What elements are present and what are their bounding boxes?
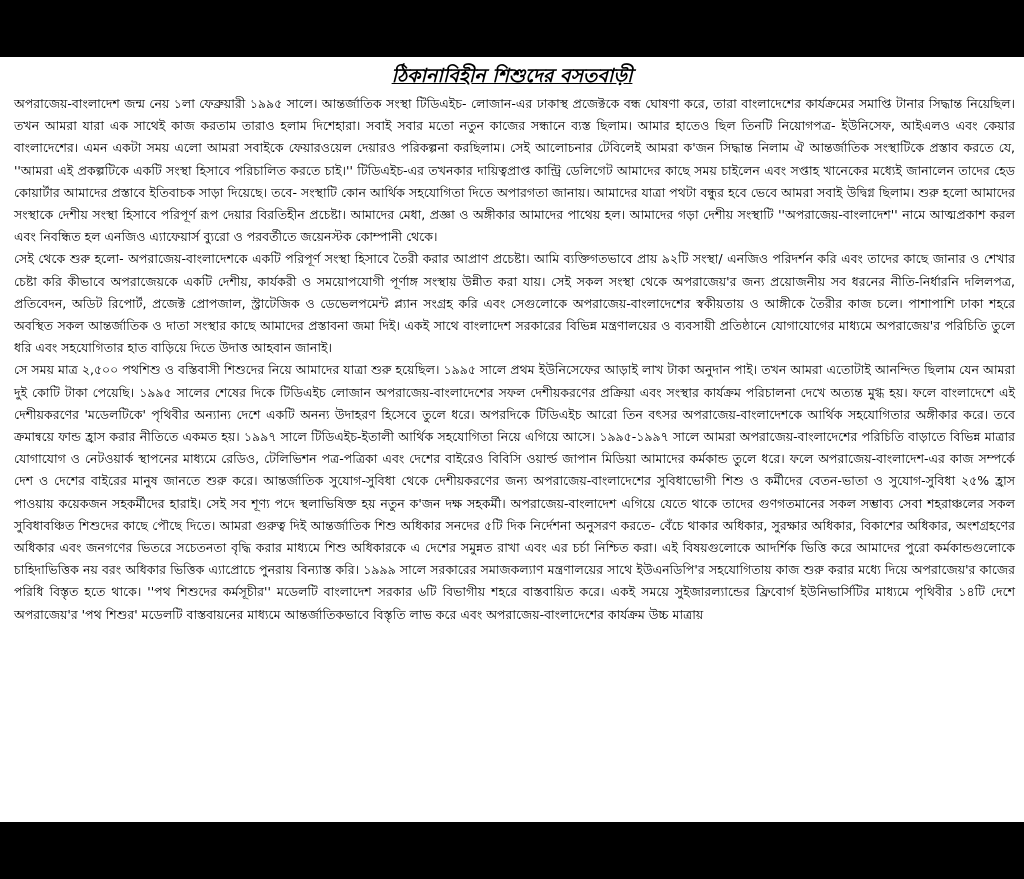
paragraph-1: অপরাজেয়-বাংলাদেশ জন্ম নেয় ১লা ফেব্রুয়ারী ১৯৯৫ সালে। আন্তর্জাতিক সংস্থা টিডিএইচ- লোজান-এর ঢাকাস্থ প্রজেক্টকে বন্ধ ঘোষণা করে, তারা বাংলাদেশের কার্যক্রমের সমাপ্তি টানার সিদ্ধান্ত নিয়েছিল। তখন আমরা যারা এক সাথেই কাজ করতাম তারাও হলাম দিশেহারা। সবাই সবার মতো নতুন কাজের সন্ধানে ব্যস্ত ছিলাম। আমার হাতেও ছিল তিনটি নিয়োগপত্র- ইউনিসেফ, আইএলও এবং কেয়ার বাংলাদেশের। এমন একটা সময় এলো আমরা সবাইকে ফেয়ারওয়েল দেয়ারও পরিকল্পনা করছিলাম। সেই আলোচনার টেবিলেই আমরা ক'জন সিদ্ধান্ত নিলাম ঐ আন্তর্জাতিক সংস্থাটিকে প্রস্তাব করতে যে, ''আমরা এই প্রকল্পটিকে একটি সংস্থা হিসাবে পরিচালিত করতে চাই।'' টিডিএইচ-এর তখনকার দায়িত্বপ্রাপ্ত কান্ট্রি ডেলিগেট আমাদের কাছে সময় চাইলেন এবং সপ্তাহ খানেকের মধ্যেই জানালেন তাদের হেড কোয়ার্টার আমাদের প্রস্তাবে ইতিবাচক সাড়া দিয়েছে। তবে- সংস্থাটি কোন আর্থিক সহযোগিতা দিতে অপারগতা জানায়। আমাদের যাত্রা পথটা বন্ধুর হবে ভেবে আমরা সবাই উদ্বিগ্ন ছিলাম। শুরু হলো আমাদের সংস্থাকে দেশীয় সংস্থা হিসাবে পরিপূর্ণ রূপ দেয়ার বিরতিহীন প্রচেষ্টা। আমাদের মেধা, প্রজ্ঞা ও অঙ্গীকার আমাদের পাথেয় হল। আমাদের গড়া দেশীয় সংস্থাটি ''অপরাজেয়-বাংলাদেশ'' নামে আত্মপ্রকাশ করল এবং নিবন্ধিত হল এনজিও এ্যাফেয়ার্স ব্যুরো ও পরবর্তীতে জয়েনস্টক কোম্পানী থেকে। [14,96,1015,245]
document-body [0,93,1024,626]
document-page [0,57,1024,822]
paragraph-2: সেই থেকে শুরু হলো- অপরাজেয়-বাংলাদেশকে একটি পরিপূর্ণ সংস্থা হিসাবে তৈরী করার আপ্রাণ প্রচেষ্টা। আমি ব্যক্তিগতভাবে প্রায় ৯২টি সংস্থা/ এনজিও পরিদর্শন করি এবং তাদের কাছে জানার ও শেখার চেষ্টা করি কীভাবে অপরাজেয়কে একটি দেশীয়, কার্যকরী ও সময়োপযোগী পূর্ণাঙ্গ সংস্থায় উন্নীত করা যায়। সেই সকল সংস্থা থেকে অপরাজেয়'র জন্য প্রয়োজনীয় সব ধরনের নীতি-নির্ধারনি দলিলপত্র, প্রতিবেদন, অডিট রিপোর্ট, প্রজেক্ট প্রোপজাল, স্ট্রাটেজিক ও ডেভেলপমেন্ট প্ল্যান সংগ্রহ করি এবং সেগুলোকে অপরাজেয়-বাংলাদেশের স্বকীয়তায় ও আঙ্গীকে তৈরীর কাজ চলে। পাশাপাশি ঢাকা শহরে অবস্থিত সকল আন্তর্জাতিক ও দাতা সংস্থার কাছে আমাদের প্রস্তাবনা জমা দিই। একই সাথে বাংলাদেশ সরকারের বিভিন্ন মন্ত্রণালয়ের ও ব্যবসায়ী প্রতিষ্ঠানে যোগাযোগের মাধ্যমে অপরাজেয়'র পরিচিতি তুলে ধরি এবং সহযোগিতার হাত বাড়িয়ে দিতে উদাত্ত আহবান জানাই। [14,251,1015,356]
paragraph-3: সে সময় মাত্র ২,৫০০ পথশিশু ও বস্তিবাসী শিশুদের নিয়ে আমাদের যাত্রা শুরু হয়েছিল। ১৯৯৫ সালে প্রথম ইউনিসেফের আড়াই লাখ টাকা অনুদান পাই। তখন আমরা এতোটাই আনন্দিত ছিলাম যেন আমরা দুই কোটি টাকা পেয়েছি। ১৯৯৫ সালের শেষের দিকে টিডিএইচ লোজান অপরাজেয়-বাংলাদেশের সফল দেশীয়করণের প্রক্রিয়া এবং সংস্থার কার্যক্রম পরিচালনা দেখে অত্যন্ত মুগ্ধ হয়। ফলে বাংলাদেশে এই দেশীয়করণের 'মডেলটিকে' পৃথিবীর অন্যান্য দেশে একটি অনন্য উদাহরণ হিসেবে তুলে ধরে। অপরদিকে টিডিএইচ আরো তিন বৎসর অপরাজেয়-বাংলাদেশকে আর্থিক সহযোগিতার অঙ্গীকার করে। তবে ক্রমান্বয়ে ফান্ড হ্রাস করার নীতিতে একমত হয়। ১৯৯৭ সালে টিডিএইচ-ইতালী আর্থিক সহযোগিতা নিয়ে এগিয়ে আসে। ১৯৯৫-১৯৯৭ সালে আমরা অপরাজেয়-বাংলাদেশের পরিচিতি বাড়াতে বিভিন্ন মাত্রার যোগাযোগ ও নেটওয়ার্ক স্থাপনের মাধ্যমে রেডিও, টেলিভিশন পত্র-পত্রিকা এবং দেশের বাইরেও বিবিসি ওয়ার্ল্ড জাপান মিডিয়া আমাদের কর্মকান্ড তুলে ধরে। ফলে অপরাজেয়-বাংলাদেশ-এর কাজ সম্পর্কে দেশ ও দেশের বাইরের মানুষ জানতে শুরু করে। আন্তর্জাতিক সুযোগ-সুবিধা থেকে দেশীয়করণের জন্য অপরাজেয়-বাংলাদেশের সুবিধাভোগী শিশু ও কর্মীদের বেতন-ভাতা ও সুযোগ-সুবিধা ২৫% হ্রাস পাওয়ায় কয়েকজন সহকর্মীদের হারাই। সেই সব শূণ্য পদে স্থলাভিষিক্ত হয় নতুন ক'জন দক্ষ সহকর্মী। অপরাজেয়-বাংলাদেশ এগিয়ে যেতে থাকে তাদের গুণগতমানের সকল সম্ভাব্য সেবা শহরাঞ্চলের সকল সুবিধাবঞ্চিত শিশুদের কাছে পৌছে দিতে। আমরা গুরুত্ব দিই আন্তর্জাতিক শিশু অধিকার সনদের ৫টি দিক নির্দেশনা অনুসরণ করতে- বেঁচে থাকার অধিকার, সুরক্ষার অধিকার, বিকাশের অধিকার, অংশগ্রহণের অধিকার এবং জনগণের ভিতরে সচেতনতা বৃদ্ধি করার মাধ্যমে শিশু অধিকারকে এ দেশের সমুন্নত রাখা এবং এর চর্চা নিশ্চিত করা। এই বিষয়গুলোকে আদর্শিক ভিত্তি করে আমাদের পুরো কর্মকান্ডগুলোকে চাহিদাভিত্তিক নয় বরং অধিকার ভিত্তিক এ্যাপ্রোচে পুনরায় বিন্যাস্ত করি। ১৯৯৯ সালে সরকারের সমাজকল্যাণ মন্ত্রণালয়ের সাথে ইউএনডিপি'র সহযোগিতায় কাজ শুরু করার মধ্যে দিয়ে অপরাজেয়'র কাজের পরিধি বিস্তৃত হতে থাকে। ''পথ শিশুদের কর্মসূচীর'' মডেলটি বাংলাদেশ সরকার ৬টি বিভাগীয় শহরে বাস্তবায়িত করে। একই সময়ে সুইজারল্যান্ডের ফ্রিবোর্গ ইউনিভার্সিটির মাধ্যমে পৃথিবীর ১৪টি দেশে অপরাজেয়'র 'পথ শিশুর' মডেলটি বাস্তবায়নের মাধ্যমে আন্তর্জাতিকভাবে বিস্তৃতি লাভ করে এবং অপরাজেয়-বাংলাদেশের কার্যক্রম উচ্চ মাত্রায় [14,362,1015,622]
document-title: ঠিকানাবিহীন শিশুদের বসতবাড়ী [391,65,633,87]
